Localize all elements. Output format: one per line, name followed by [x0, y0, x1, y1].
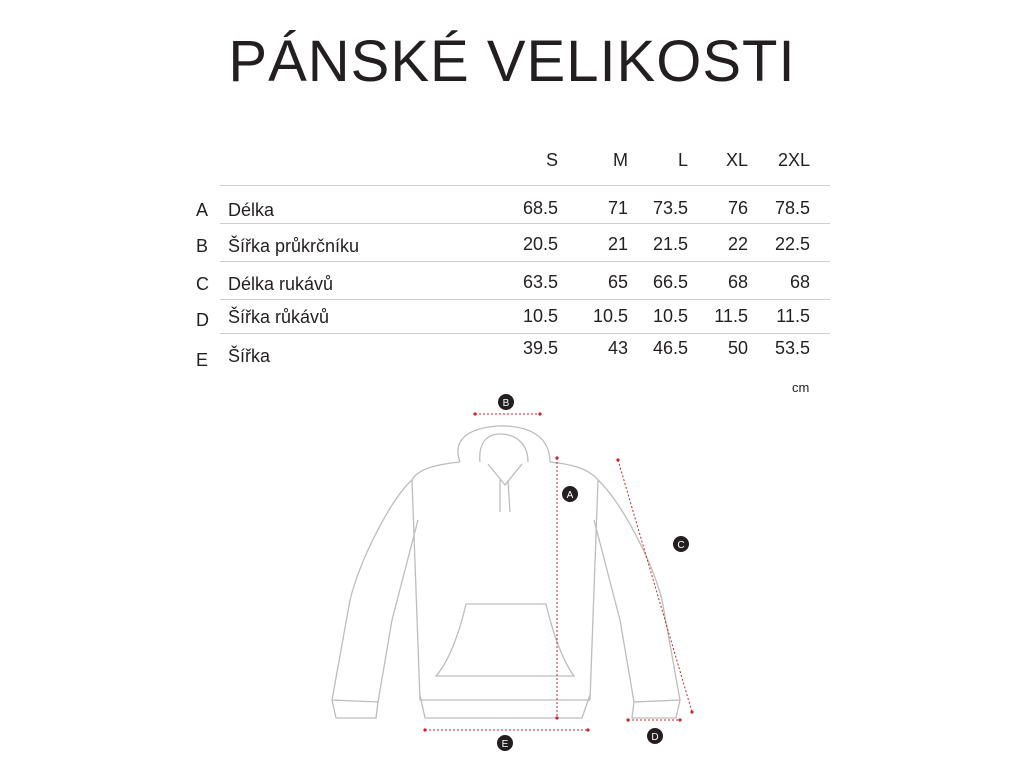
table-row-e: [190, 334, 830, 372]
table-cell: 68: [727, 272, 748, 292]
marker-c-label: C: [677, 540, 685, 551]
table-header-row: [190, 140, 830, 186]
size-header-2xl: 2XL: [777, 150, 810, 170]
table-cell: 46.5: [652, 338, 688, 358]
table-cell: 50: [727, 338, 748, 358]
tick: [473, 412, 476, 415]
size-header-l: L: [677, 150, 688, 170]
left-cuff: [332, 700, 378, 718]
right-cuff: [632, 700, 680, 718]
table-cell: 10.5: [652, 306, 688, 326]
hoodie-diagram: [300, 385, 720, 765]
tick: [555, 716, 558, 719]
tick: [555, 456, 558, 459]
table-cell: 39.5: [522, 338, 558, 358]
size-header-xl: XL: [725, 150, 748, 170]
table-cell: 22.5: [774, 234, 810, 254]
unit-label: cm: [792, 380, 810, 395]
table-cell: 68.5: [522, 198, 558, 218]
tick: [626, 718, 629, 721]
table-cell: 11.5: [714, 306, 748, 326]
row-label: Šířka: [228, 346, 271, 366]
row-letter: A: [196, 200, 209, 220]
table-cell: 10.5: [592, 306, 628, 326]
tick: [690, 710, 693, 713]
table-cell: 66.5: [652, 272, 688, 292]
table-row-a: [190, 186, 830, 224]
hoodie-outline: [332, 426, 680, 718]
kangaroo-pocket: [436, 604, 574, 676]
measure-lines: [425, 414, 692, 730]
table-row-c: [190, 262, 830, 300]
row-label: Délka rukávů: [228, 274, 334, 294]
table-cell: 68: [789, 272, 810, 292]
tick: [538, 412, 541, 415]
page-title: PÁNSKÉ VELIKOSTI: [228, 29, 796, 94]
table-cell: 76: [727, 198, 748, 218]
hem-band: [420, 695, 590, 718]
row-letter: B: [196, 236, 209, 256]
right-sleeve: [594, 480, 680, 702]
table-cell: 22: [727, 234, 748, 254]
table-cell: 43: [607, 338, 628, 358]
table-cell: 73.5: [652, 198, 688, 218]
row-letter: C: [196, 274, 209, 294]
row-letter: D: [196, 310, 209, 330]
table-cell: 65: [607, 272, 628, 292]
marker-b-label: B: [502, 398, 510, 409]
table-cell: 78.5: [774, 198, 810, 218]
row-letter: E: [196, 350, 209, 370]
marker-d-label: D: [651, 732, 659, 743]
table-row-d: [190, 300, 830, 334]
table-cell: 20.5: [522, 234, 558, 254]
size-header-s: S: [545, 150, 558, 170]
table-cell: 71: [607, 198, 628, 218]
marker-e-label: E: [501, 739, 509, 750]
table-cell: 21: [607, 234, 628, 254]
row-label: Šířka růkávů: [228, 307, 330, 327]
tick: [678, 718, 681, 721]
table-cell: 53.5: [774, 338, 810, 358]
table-cell: 10.5: [522, 306, 558, 326]
left-sleeve: [332, 480, 418, 702]
measure-markers: [497, 394, 689, 751]
tick: [423, 728, 426, 731]
hood-top: [458, 426, 550, 462]
tick: [616, 458, 619, 461]
row-label: Délka: [228, 200, 275, 220]
size-header-m: M: [613, 150, 628, 170]
hood-inner: [480, 434, 528, 462]
table-cell: 11.5: [776, 306, 810, 326]
hood-neck-opening: [488, 464, 522, 485]
size-table: [190, 140, 830, 372]
table-row-b: [190, 224, 830, 262]
row-label: Šířka průkrčníku: [228, 236, 360, 256]
table-cell: 21.5: [652, 234, 688, 254]
table-cell: 63.5: [522, 272, 558, 292]
marker-a-label: A: [566, 490, 574, 501]
tick: [586, 728, 589, 731]
